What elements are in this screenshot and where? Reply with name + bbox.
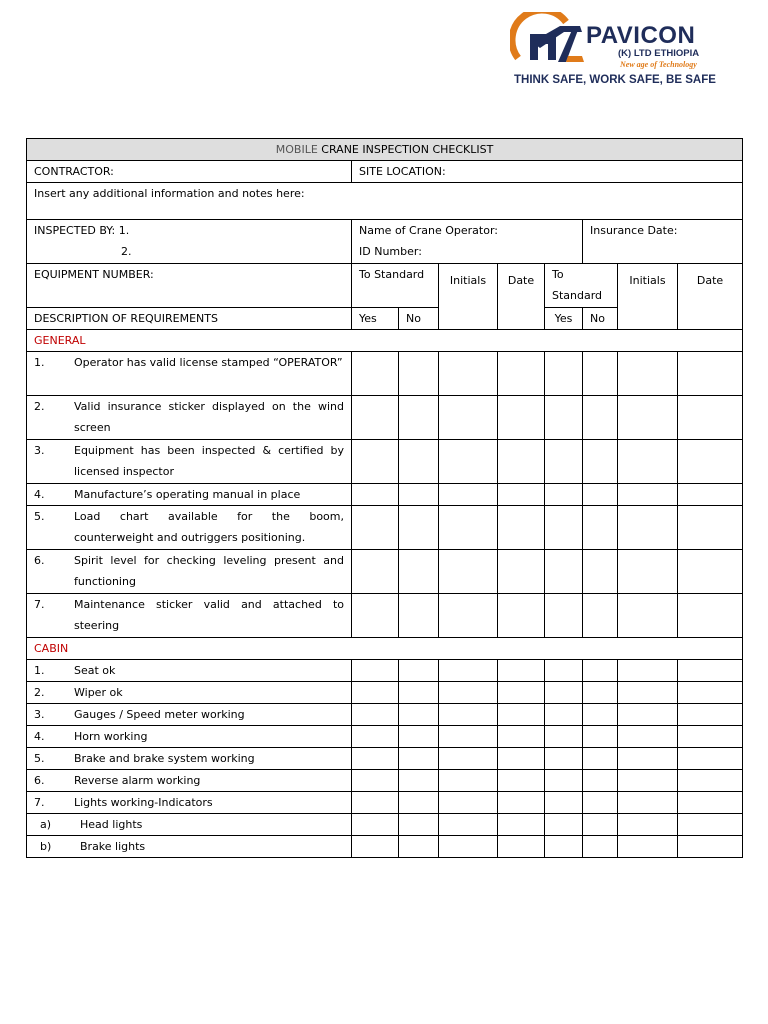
requirement-description: 1. Seat ok bbox=[27, 660, 352, 682]
initials-cell[interactable] bbox=[439, 792, 498, 814]
no-cell[interactable] bbox=[399, 682, 439, 704]
date-cell[interactable] bbox=[498, 660, 545, 682]
no-cell-2[interactable] bbox=[583, 352, 618, 396]
requirement-description: 3. Gauges / Speed meter working bbox=[27, 704, 352, 726]
date-cell[interactable] bbox=[498, 396, 545, 440]
initials-cell[interactable] bbox=[439, 484, 498, 506]
initials-header: Initials bbox=[439, 264, 498, 330]
requirement-description: 4. Manufacture’s operating manual in place bbox=[27, 484, 352, 506]
date-cell-2[interactable] bbox=[678, 792, 743, 814]
date-cell[interactable] bbox=[498, 770, 545, 792]
yes-cell[interactable] bbox=[352, 792, 399, 814]
no-cell-2[interactable] bbox=[583, 594, 618, 638]
initials-cell-2[interactable] bbox=[618, 792, 678, 814]
requirement-description: 7. Lights working-Indicators bbox=[27, 792, 352, 814]
crane-inspection-checklist bbox=[26, 138, 743, 858]
checklist-row bbox=[27, 440, 743, 484]
section-general-label: GENERAL bbox=[27, 330, 743, 352]
initials-cell-2[interactable] bbox=[618, 550, 678, 594]
initials-cell[interactable] bbox=[439, 704, 498, 726]
contractor-field[interactable]: CONTRACTOR: bbox=[27, 161, 352, 183]
yes-cell[interactable] bbox=[352, 836, 399, 858]
date-cell-2[interactable] bbox=[678, 660, 743, 682]
date-cell[interactable] bbox=[498, 814, 545, 836]
brand-tagline: New age of Technology bbox=[620, 60, 697, 69]
site-location-field[interactable]: SITE LOCATION: bbox=[352, 161, 743, 183]
yes-cell[interactable] bbox=[352, 506, 399, 550]
requirement-description: 5. Load chart available for the boom, counterweight and outriggers positioning. bbox=[27, 506, 352, 550]
initials-cell-2[interactable] bbox=[618, 726, 678, 748]
checklist-title-row bbox=[27, 139, 743, 161]
yes-cell[interactable] bbox=[352, 814, 399, 836]
yes-cell-2[interactable] bbox=[545, 682, 583, 704]
yes-cell-2[interactable] bbox=[545, 836, 583, 858]
yes-header: Yes bbox=[352, 308, 399, 330]
section-cabin-label: CABIN bbox=[27, 638, 743, 660]
requirement-description: b) Brake lights bbox=[27, 836, 352, 858]
yes-cell-2[interactable] bbox=[545, 484, 583, 506]
no-cell[interactable] bbox=[399, 814, 439, 836]
initials-cell-2[interactable] bbox=[618, 594, 678, 638]
checklist-row bbox=[27, 506, 743, 550]
date-cell[interactable] bbox=[498, 550, 545, 594]
no-cell[interactable] bbox=[399, 704, 439, 726]
initials-cell[interactable] bbox=[439, 594, 498, 638]
initials-cell-2[interactable] bbox=[618, 682, 678, 704]
initials-cell-2[interactable] bbox=[618, 836, 678, 858]
initials-cell-2[interactable] bbox=[618, 396, 678, 440]
initials-cell[interactable] bbox=[439, 748, 498, 770]
no-cell-2[interactable] bbox=[583, 792, 618, 814]
initials-cell[interactable] bbox=[439, 814, 498, 836]
initials-cell[interactable] bbox=[439, 352, 498, 396]
requirement-description: 2. Wiper ok bbox=[27, 682, 352, 704]
no-cell-2[interactable] bbox=[583, 770, 618, 792]
inspected-by-1-label: INSPECTED BY: 1. bbox=[34, 224, 130, 237]
brand-subtitle: (K) LTD ETHIOPIA bbox=[618, 48, 700, 59]
no-cell-2[interactable] bbox=[583, 396, 618, 440]
checklist-row bbox=[27, 682, 743, 704]
no-cell[interactable] bbox=[399, 660, 439, 682]
date-cell[interactable] bbox=[498, 704, 545, 726]
no-cell-2[interactable] bbox=[583, 726, 618, 748]
yes-cell[interactable] bbox=[352, 352, 399, 396]
checklist-row bbox=[27, 792, 743, 814]
checklist-row bbox=[27, 484, 743, 506]
no-cell-2[interactable] bbox=[583, 660, 618, 682]
yes-cell[interactable] bbox=[352, 484, 399, 506]
date-cell-2[interactable] bbox=[678, 836, 743, 858]
initials-header-2: Initials bbox=[618, 264, 678, 330]
yes-cell-2[interactable] bbox=[545, 660, 583, 682]
yes-cell-2[interactable] bbox=[545, 440, 583, 484]
no-cell[interactable] bbox=[399, 748, 439, 770]
no-header-2: No bbox=[583, 308, 618, 330]
date-cell-2[interactable] bbox=[678, 704, 743, 726]
cabin-items bbox=[27, 660, 743, 858]
requirement-description: 4. Horn working bbox=[27, 726, 352, 748]
initials-cell-2[interactable] bbox=[618, 748, 678, 770]
date-cell-2[interactable] bbox=[678, 726, 743, 748]
yes-cell[interactable] bbox=[352, 594, 399, 638]
date-cell-2[interactable] bbox=[678, 682, 743, 704]
date-cell-2[interactable] bbox=[678, 770, 743, 792]
no-cell[interactable] bbox=[399, 352, 439, 396]
brand-name: PAVICON bbox=[586, 22, 696, 49]
no-cell-2[interactable] bbox=[583, 704, 618, 726]
yes-cell-2[interactable] bbox=[545, 550, 583, 594]
no-cell[interactable] bbox=[399, 594, 439, 638]
yes-cell-2[interactable] bbox=[545, 506, 583, 550]
initials-cell-2[interactable] bbox=[618, 484, 678, 506]
initials-cell[interactable] bbox=[439, 770, 498, 792]
no-cell[interactable] bbox=[399, 396, 439, 440]
yes-cell[interactable] bbox=[352, 748, 399, 770]
to-standard-header: To Standard bbox=[352, 264, 439, 308]
date-header: Date bbox=[498, 264, 545, 330]
requirement-description: 5. Brake and brake system working bbox=[27, 748, 352, 770]
checklist-row bbox=[27, 594, 743, 638]
yes-cell-2[interactable] bbox=[545, 792, 583, 814]
company-logo bbox=[510, 12, 745, 90]
yes-cell-2[interactable] bbox=[545, 770, 583, 792]
initials-cell-2[interactable] bbox=[618, 352, 678, 396]
yes-cell-2[interactable] bbox=[545, 704, 583, 726]
initials-cell[interactable] bbox=[439, 682, 498, 704]
date-cell[interactable] bbox=[498, 352, 545, 396]
checklist-row bbox=[27, 660, 743, 682]
no-cell-2[interactable] bbox=[583, 748, 618, 770]
no-cell-2[interactable] bbox=[583, 440, 618, 484]
yes-cell-2[interactable] bbox=[545, 814, 583, 836]
pavicon-crane-logo-icon bbox=[510, 12, 588, 72]
date-cell-2[interactable] bbox=[678, 506, 743, 550]
checklist-row bbox=[27, 396, 743, 440]
no-cell[interactable] bbox=[399, 484, 439, 506]
initials-cell[interactable] bbox=[439, 506, 498, 550]
description-header: DESCRIPTION OF REQUIREMENTS bbox=[27, 308, 352, 330]
yes-cell[interactable] bbox=[352, 396, 399, 440]
date-cell[interactable] bbox=[498, 792, 545, 814]
crane-operator-field[interactable] bbox=[352, 220, 583, 264]
no-cell-2[interactable] bbox=[583, 814, 618, 836]
no-cell-2[interactable] bbox=[583, 506, 618, 550]
checklist-row bbox=[27, 814, 743, 836]
date-cell-2[interactable] bbox=[678, 396, 743, 440]
date-cell[interactable] bbox=[498, 682, 545, 704]
id-number-label: ID Number: bbox=[359, 245, 422, 258]
date-cell-2[interactable] bbox=[678, 440, 743, 484]
yes-header-2: Yes bbox=[545, 308, 583, 330]
checklist-row bbox=[27, 550, 743, 594]
notes-field[interactable]: Insert any additional information and notes here: bbox=[27, 183, 743, 220]
initials-cell-2[interactable] bbox=[618, 814, 678, 836]
no-header: No bbox=[399, 308, 439, 330]
checklist-row bbox=[27, 352, 743, 396]
no-cell[interactable] bbox=[399, 506, 439, 550]
yes-cell[interactable] bbox=[352, 660, 399, 682]
initials-cell-2[interactable] bbox=[618, 506, 678, 550]
date-cell[interactable] bbox=[498, 594, 545, 638]
yes-cell[interactable] bbox=[352, 550, 399, 594]
no-cell[interactable] bbox=[399, 726, 439, 748]
date-cell[interactable] bbox=[498, 726, 545, 748]
no-cell-2[interactable] bbox=[583, 550, 618, 594]
initials-cell[interactable] bbox=[439, 550, 498, 594]
requirement-description: 3. Equipment has been inspected & certified by licensed inspector bbox=[27, 440, 352, 484]
date-cell-2[interactable] bbox=[678, 352, 743, 396]
initials-cell[interactable] bbox=[439, 836, 498, 858]
to-standard-header-2: To Standard bbox=[545, 264, 618, 308]
date-cell[interactable] bbox=[498, 836, 545, 858]
date-cell[interactable] bbox=[498, 748, 545, 770]
initials-cell-2[interactable] bbox=[618, 770, 678, 792]
date-cell-2[interactable] bbox=[678, 814, 743, 836]
checklist-row bbox=[27, 836, 743, 858]
safety-slogan: THINK SAFE, WORK SAFE, BE SAFE bbox=[514, 74, 716, 86]
no-cell-2[interactable] bbox=[583, 682, 618, 704]
initials-cell-2[interactable] bbox=[618, 660, 678, 682]
yes-cell-2[interactable] bbox=[545, 748, 583, 770]
initials-cell[interactable] bbox=[439, 396, 498, 440]
initials-cell[interactable] bbox=[439, 440, 498, 484]
requirement-description: 1. Operator has valid license stamped “OPERATOR” bbox=[27, 352, 352, 396]
no-cell[interactable] bbox=[399, 770, 439, 792]
no-cell[interactable] bbox=[399, 550, 439, 594]
yes-cell-2[interactable] bbox=[545, 352, 583, 396]
requirement-description: 7. Maintenance sticker valid and attached to steering bbox=[27, 594, 352, 638]
equipment-number-field[interactable]: EQUIPMENT NUMBER: bbox=[27, 264, 352, 308]
checklist-title: MOBILE CRANE INSPECTION CHECKLIST bbox=[27, 139, 743, 161]
yes-cell-2[interactable] bbox=[545, 726, 583, 748]
requirement-description: 2. Valid insurance sticker displayed on the wind screen bbox=[27, 396, 352, 440]
no-cell[interactable] bbox=[399, 440, 439, 484]
date-cell[interactable] bbox=[498, 484, 545, 506]
date-header-2: Date bbox=[678, 264, 743, 330]
no-cell[interactable] bbox=[399, 836, 439, 858]
date-cell[interactable] bbox=[498, 506, 545, 550]
date-cell-2[interactable] bbox=[678, 748, 743, 770]
yes-cell[interactable] bbox=[352, 704, 399, 726]
checklist-row bbox=[27, 770, 743, 792]
yes-cell[interactable] bbox=[352, 726, 399, 748]
crane-operator-label: Name of Crane Operator: bbox=[359, 224, 498, 237]
initials-cell-2[interactable] bbox=[618, 704, 678, 726]
date-cell-2[interactable] bbox=[678, 484, 743, 506]
insurance-date-field[interactable]: Insurance Date: bbox=[583, 220, 743, 264]
no-cell-2[interactable] bbox=[583, 836, 618, 858]
date-cell-2[interactable] bbox=[678, 594, 743, 638]
date-cell[interactable] bbox=[498, 440, 545, 484]
checklist-row bbox=[27, 726, 743, 748]
initials-cell[interactable] bbox=[439, 726, 498, 748]
general-items bbox=[27, 352, 743, 638]
checklist-row bbox=[27, 748, 743, 770]
no-cell[interactable] bbox=[399, 792, 439, 814]
yes-cell[interactable] bbox=[352, 440, 399, 484]
initials-cell[interactable] bbox=[439, 660, 498, 682]
no-cell-2[interactable] bbox=[583, 484, 618, 506]
initials-cell-2[interactable] bbox=[618, 440, 678, 484]
requirement-description: a) Head lights bbox=[27, 814, 352, 836]
yes-cell[interactable] bbox=[352, 770, 399, 792]
yes-cell-2[interactable] bbox=[545, 396, 583, 440]
checklist-row bbox=[27, 704, 743, 726]
yes-cell[interactable] bbox=[352, 682, 399, 704]
requirement-description: 6. Reverse alarm working bbox=[27, 770, 352, 792]
inspected-by-2-label: 2. bbox=[121, 245, 132, 258]
date-cell-2[interactable] bbox=[678, 550, 743, 594]
yes-cell-2[interactable] bbox=[545, 594, 583, 638]
inspected-by-field[interactable] bbox=[27, 220, 352, 264]
requirement-description: 6. Spirit level for checking leveling present and functioning bbox=[27, 550, 352, 594]
